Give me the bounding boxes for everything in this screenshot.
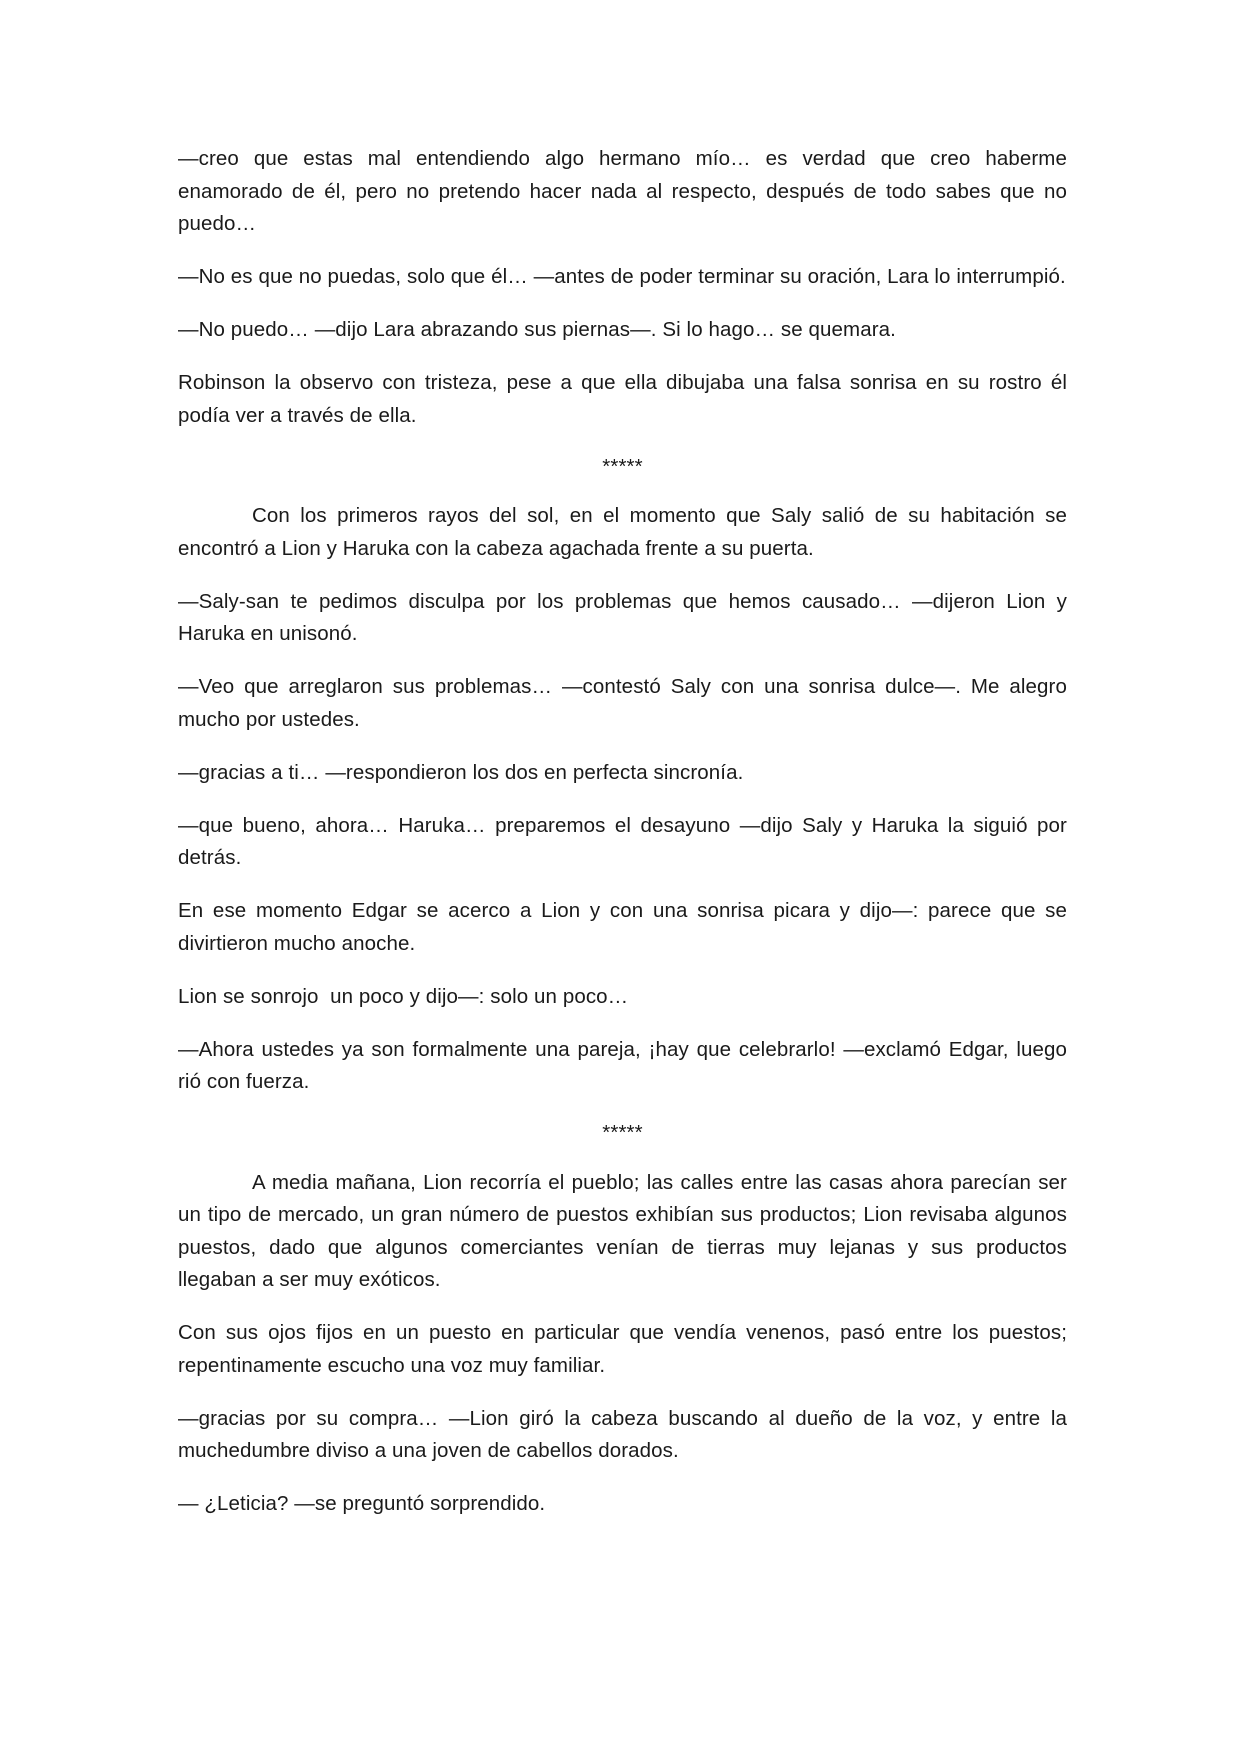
scene-separator: ***** <box>602 454 643 478</box>
paragraph: En ese momento Edgar se acerco a Lion y con una sonrisa picara y dijo—: parece que se divirtieron mucho anoche. <box>178 899 1067 955</box>
scene-separator: ***** <box>602 1121 643 1144</box>
paragraph: —No puedo… —dijo Lara abrazando sus piernas—. Si lo hago… se quemara. <box>178 318 896 341</box>
paragraph: —Saly-san te pedimos disculpa por los problemas que hemos causado… —dijeron Lion y Haruka en unisonó. <box>178 589 1067 645</box>
paragraph: — ¿Leticia? —se preguntó sorprendido. <box>178 1492 546 1515</box>
paragraph: —gracias por su compra… —Lion giró la cabeza buscando al dueño de la voz, y entre la muchedumbre diviso a una joven de cabellos dorados. <box>178 1406 1067 1462</box>
paragraph: —creo que estas mal entendiendo algo hermano mío… es verdad que creo haberme enamorado de él, pero no pretendo hacer nada al respecto, después de todo sabes que no puedo… <box>178 147 1067 235</box>
paragraph: Lion se sonrojo un poco y dijo—: solo un poco… <box>178 984 629 1008</box>
paragraph: Con sus ojos fijos en un puesto en particular que vendía venenos, pasó entre los puestos; repentinamente escucho una voz muy familiar. <box>178 1321 1067 1377</box>
paragraph: —gracias a ti… —respondieron los dos en perfecta sincronía. <box>178 760 744 784</box>
paragraph: —Veo que arreglaron sus problemas… —contestó Saly con una sonrisa dulce—. Me alegro mucho por ustedes. <box>178 675 1067 731</box>
paragraph: Robinson la observo con tristeza, pese a que ella dibujaba una falsa sonrisa en su rostro él podía ver a través de ella. <box>178 371 1067 427</box>
paragraph: —Ahora ustedes ya son formalmente una pareja, ¡hay que celebrarlo! —exclamó Edgar, luego rió con fuerza. <box>178 1037 1067 1093</box>
paragraph: Con los primeros rayos del sol, en el momento que Saly salió de su habitación se encontró a Lion y Haruka con la cabeza agachada frente a su puerta. <box>178 504 1067 560</box>
paragraph: —No es que no puedas, solo que él… —antes de poder terminar su oración, Lara lo interrumpió. <box>178 265 1066 288</box>
paragraph: —que bueno, ahora… Haruka… preparemos el desayuno —dijo Saly y Haruka la siguió por detrás. <box>178 813 1067 869</box>
paragraph: A media mañana, Lion recorría el pueblo; las calles entre las casas ahora parecían ser un tipo de mercado, un gran número de puestos exhibían sus productos; Lion revisaba algunos puestos, dado que algunos comerciantes venían de tierras muy lejanas y sus productos llegaban a ser muy exóticos. <box>178 1170 1067 1291</box>
page-body <box>178 143 1067 1541</box>
